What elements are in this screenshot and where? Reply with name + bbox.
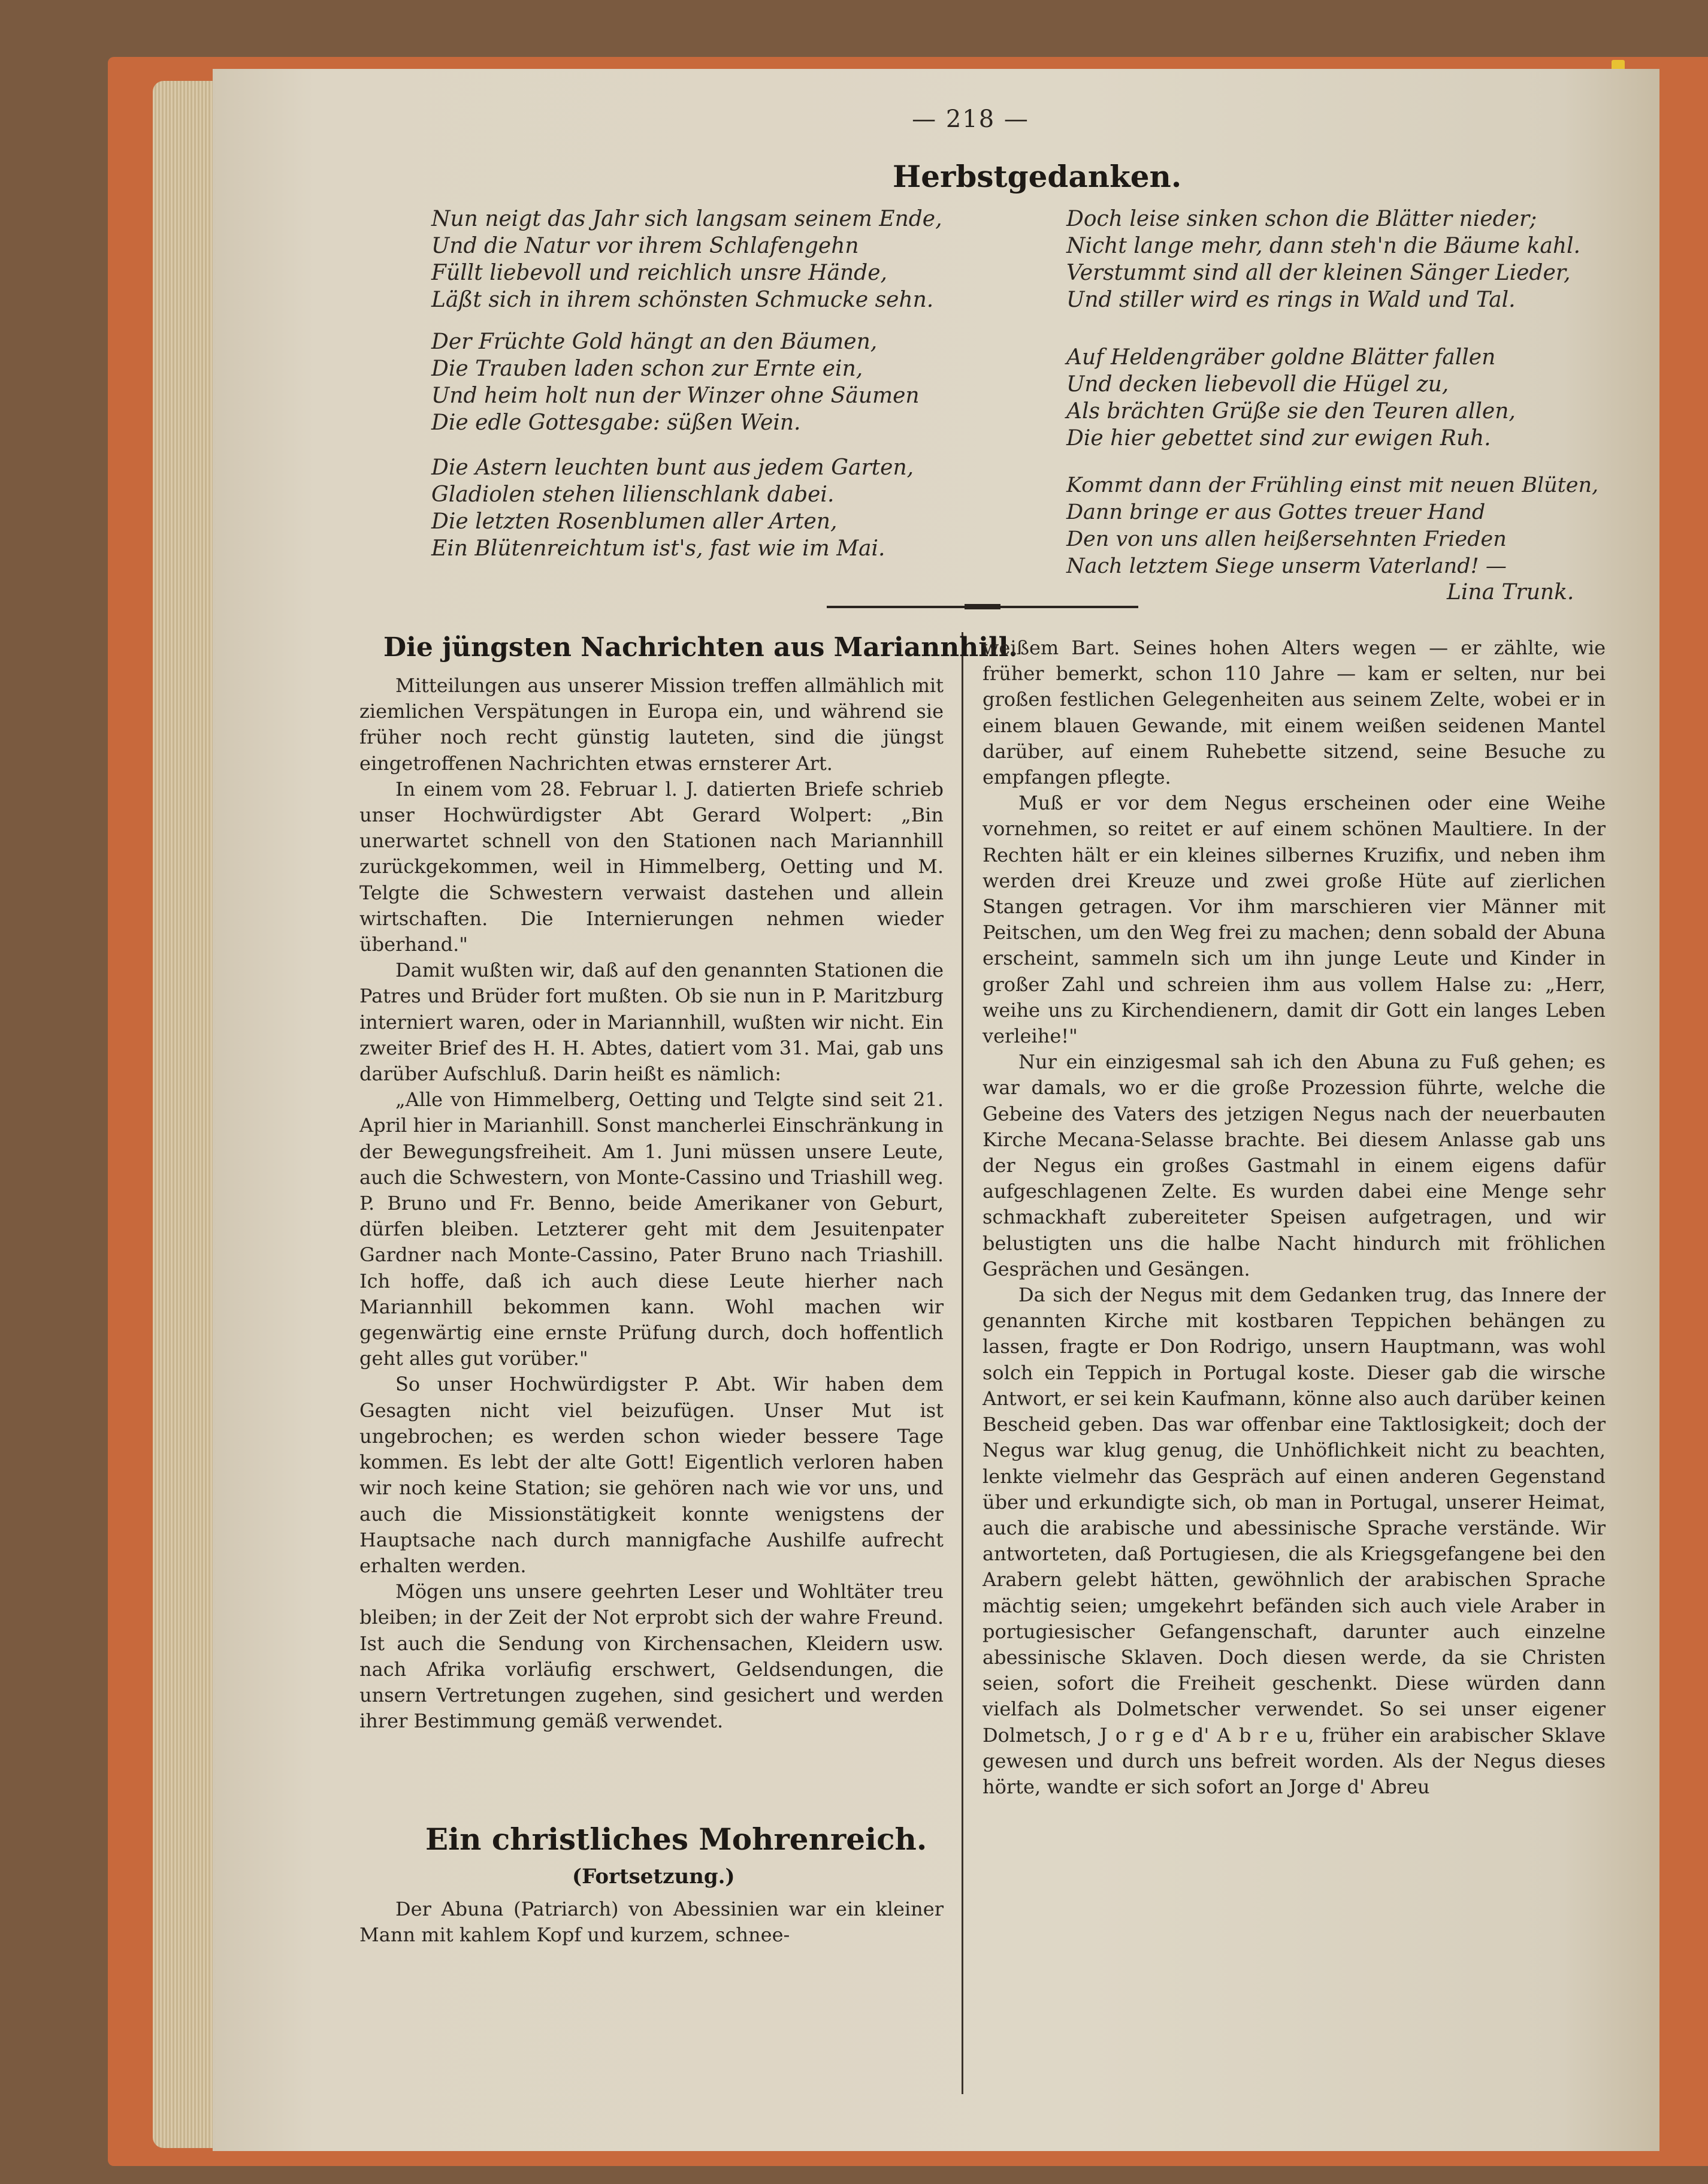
article1-body xyxy=(359,673,944,1734)
poem-stanza-left-2: Der Früchte Gold hängt an den Bäumen, Die Trauben laden schon zur Ernte ein, Und heim holt nun der Winzer ohne Säumen Die edle Gottesgabe: süßen Wein. xyxy=(431,330,920,435)
poem-stanza-right-1: Doch leise sinken schon die Blätter nieder; Nicht lange mehr, dann steh'n die Bäume kahl. Verstummt sind all der kleinen Sänger Lieder, Und stiller wird es rings in Wald und Tal. xyxy=(1066,207,1580,312)
poem-title: Herbstgedanken. xyxy=(893,159,1182,194)
poem-stanza-left-3: Die Astern leuchten bunt aus jedem Garten, Gladiolen stehen lilienschlank dabei. Die letzten Rosenblumen aller Arten, Ein Blütenreichtum ist's, fast wie im Mai. xyxy=(431,455,914,561)
separator-rule-center xyxy=(965,604,1000,609)
book-cover-edge xyxy=(1659,57,1708,2166)
article2-title: Ein christliches Mohrenreich. xyxy=(425,1821,927,1857)
page-edges xyxy=(153,81,219,2148)
column-divider xyxy=(962,632,963,2094)
page-number: — 218 — xyxy=(912,105,1029,133)
poem-stanza-left-1: Nun neigt das Jahr sich langsam seinem Ende, Und die Natur vor ihrem Schlafengehn Füllt liebevoll und reichlich unsre Hände, Läßt sich in ihrem schönsten Schmucke sehn. xyxy=(431,207,942,312)
poem-stanza-right-2: Auf Heldengräber goldne Blätter fallen Und decken liebevoll die Hügel zu, Als brächten Grüße sie den Teuren allen, Die hier gebettet sind zur ewigen Ruh. xyxy=(1066,345,1516,451)
poem-stanza-right-3: Kommt dann der Frühling einst mit neuen Blüten, Dann bringe er aus Gottes treuer Hand Den von uns allen heißersehnten Frieden Nach letztem Siege unserm Vaterland! — xyxy=(1066,473,1599,578)
article2-paragraph: Nur ein einzigesmal sah ich den Abuna zu Fuß gehen; es war damals, wo er die große Prozession führte, welche die Gebeine des Vaters des jetzigen Negus nach der neuerbauten Kirche Mecana-Selasse brachte. Bei diesem Anlasse gab uns der Negus ein großes Gastmahl in einem eigens dafür aufgeschlagenen Zelte. Es wurden dabei eine Menge sehr schmackhaft zubereiteter Speisen aufgetragen, und wir belustigten uns die halbe Nacht hindurch mit fröhlichen Gesprächen und Gesängen. xyxy=(983,1050,1606,1280)
article1-paragraph: So unser Hochwürdigster P. Abt. Wir haben dem Gesagten nicht viel beizufügen. Unser Mut ist ungebrochen; es werden schon wieder bessere Tage kommen. Es lebt der alte Gott! Eigentlich verloren haben wir noch keine Station; sie gehören nach wie vor uns, und auch die Missionstätigkeit konnte wenigstens der Hauptsache nach durch mannigfache Aushilfe aufrecht erhalten werden. xyxy=(359,1373,944,1577)
article2-paragraph: Muß er vor dem Negus erscheinen oder eine Weihe vornehmen, so reitet er auf einem schönen Maultiere. In der Rechten hält er ein kleines silbernes Kruzifix, und neben ihm werden drei Kreuze und zwei große Hüte auf zierlichen Stangen getragen. Vor ihm marschieren vier Männer mit Peitschen, um den Weg frei zu machen; denn sobald der Abuna erscheint, sammeln sich um ihn junge Leute und Kinder in großer Zahl und schreien ihm aus vollem Halse zu: „Herr, weihe uns zu Kirchendienern, damit dir Gott ein langes Leben verleihe!" xyxy=(983,792,1606,1048)
article2-continued xyxy=(983,635,1606,1800)
article2-intro xyxy=(359,1896,944,1948)
article2-subtitle: (Fortsetzung.) xyxy=(572,1865,735,1889)
article1-quote: „Alle von Himmelberg, Oetting und Telgte sind seit 21. April hier in Marianhill. Sonst mancherlei Einschränkung in der Bewegungsfreiheit. Am 1. Juni müssen unsere Leute, auch die Schwestern, von Monte-Cassino und Triashill weg. P. Bruno und Fr. Benno, beide Amerikaner von Geburt, dürfen bleiben. Letzterer geht mit dem Jesuitenpater Gardner nach Monte-Cassino, Pater Bruno nach Triashill. Ich hoffe, daß ich auch diese Leute hierher nach Mariannhill bekommen kann. Wohl machen wir gegenwärtig eine ernste Prüfung durch, doch hoffentlich geht alles gut vorüber." xyxy=(359,1088,944,1370)
article2-paragraph: Da sich der Negus mit dem Gedanken trug, das Innere der genannten Kirche mit kostbaren Teppichen behängen zu lassen, fragte er Don Rodrigo, unsern Hauptmann, was wohl solch ein Teppich in Portugal koste. Dieser gab die wirsche Antwort, er sei kein Kaufmann, könne also auch darüber keinen Bescheid geben. Das war offenbar eine Taktlosigkeit; doch der Negus war klug genug, die Unhöflichkeit nicht zu beachten, lenkte vielmehr das Gespräch auf einen anderen Gegenstand über und erkundigte sich, ob man in Portugal, unserer Heimat, auch die arabische und abessinische Sprache verstände. Wir antworteten, daß Portugiesen, die als Kriegsgefangene bei den Arabern gelebt hätten, gewöhnlich der arabischen Sprache mächtig seien; umgekehrt befänden sich auch viele Araber in portugiesischer Gefangenschaft, darunter auch einzelne abessinische Sklaven. Doch diesen werde, da sie Christen seien, sofort die Freiheit geschenkt. Diese würden dann vielfach als Dolmetscher verwendet. So sei unser eigener Dolmetsch, J o r g e d' A b r e u, früher ein arabischer Sklave gewesen und durch uns befreit worden. Als der Negus dieses hörte, wandte er sich sofort an Jorge d' Abreu xyxy=(983,1283,1606,1798)
article1-title: Die jüngsten Nachrichten aus Mariannhill. xyxy=(383,632,1018,663)
poem-author: Lina Trunk. xyxy=(1447,580,1574,605)
article1-paragraph: Damit wußten wir, daß auf den genannten Stationen die Patres und Brüder fort mußten. Ob sie nun in P. Maritzburg interniert waren, oder in Mariannhill, wußten wir nicht. Ein zweiter Brief des H. H. Abtes, datiert vom 31. Mai, gab uns darüber Aufschluß. Darin heißt es nämlich: xyxy=(359,959,944,1086)
article2-paragraph: Der Abuna (Patriarch) von Abessinien war ein kleiner Mann mit kahlem Kopf und kurzem, schnee- xyxy=(359,1898,944,1947)
article2-paragraph: weißem Bart. Seines hohen Alters wegen — er zählte, wie früher bemerkt, schon 110 Jahre — kam er selten, nur bei großen festlichen Gelegenheiten aus seinem Zelte, wobei er in einem blauen Gewande, mit einem weißen seidenen Mantel darüber, auf einem Ruhebette sitzend, seine Besuche zu empfangen pflegte. xyxy=(983,636,1606,789)
article1-paragraph: In einem vom 28. Februar l. J. datierten Briefe schrieb unser Hochwürdigster Abt Gerard Wolpert: „Bin unerwartet schnell von den Stationen nach Mariannhill zurückgekommen, weil in Himmelberg, Oetting und M. Telgte die Schwestern verwaist dastehen und allein wirtschaften. Die Internierungen nehmen wieder überhand." xyxy=(359,777,944,956)
article1-paragraph: Mögen uns unsere geehrten Leser und Wohltäter treu bleiben; in der Zeit der Not erprobt sich der wahre Freund. Ist auch die Sendung von Kirchensachen, Kleidern usw. nach Afrika vorläufig erschwert, Geldsendungen, die unsern Vertretungen zugehen, sind gesichert und werden ihrer Bestimmung gemäß verwendet. xyxy=(359,1580,944,1733)
article1-paragraph: Mitteilungen aus unserer Mission treffen allmählich mit ziemlichen Verspätungen in Europa ein, und während sie früher noch recht günstig lauteten, sind die jüngst eingetroffenen Nachrichten etwas ernsterer Art. xyxy=(359,674,944,775)
